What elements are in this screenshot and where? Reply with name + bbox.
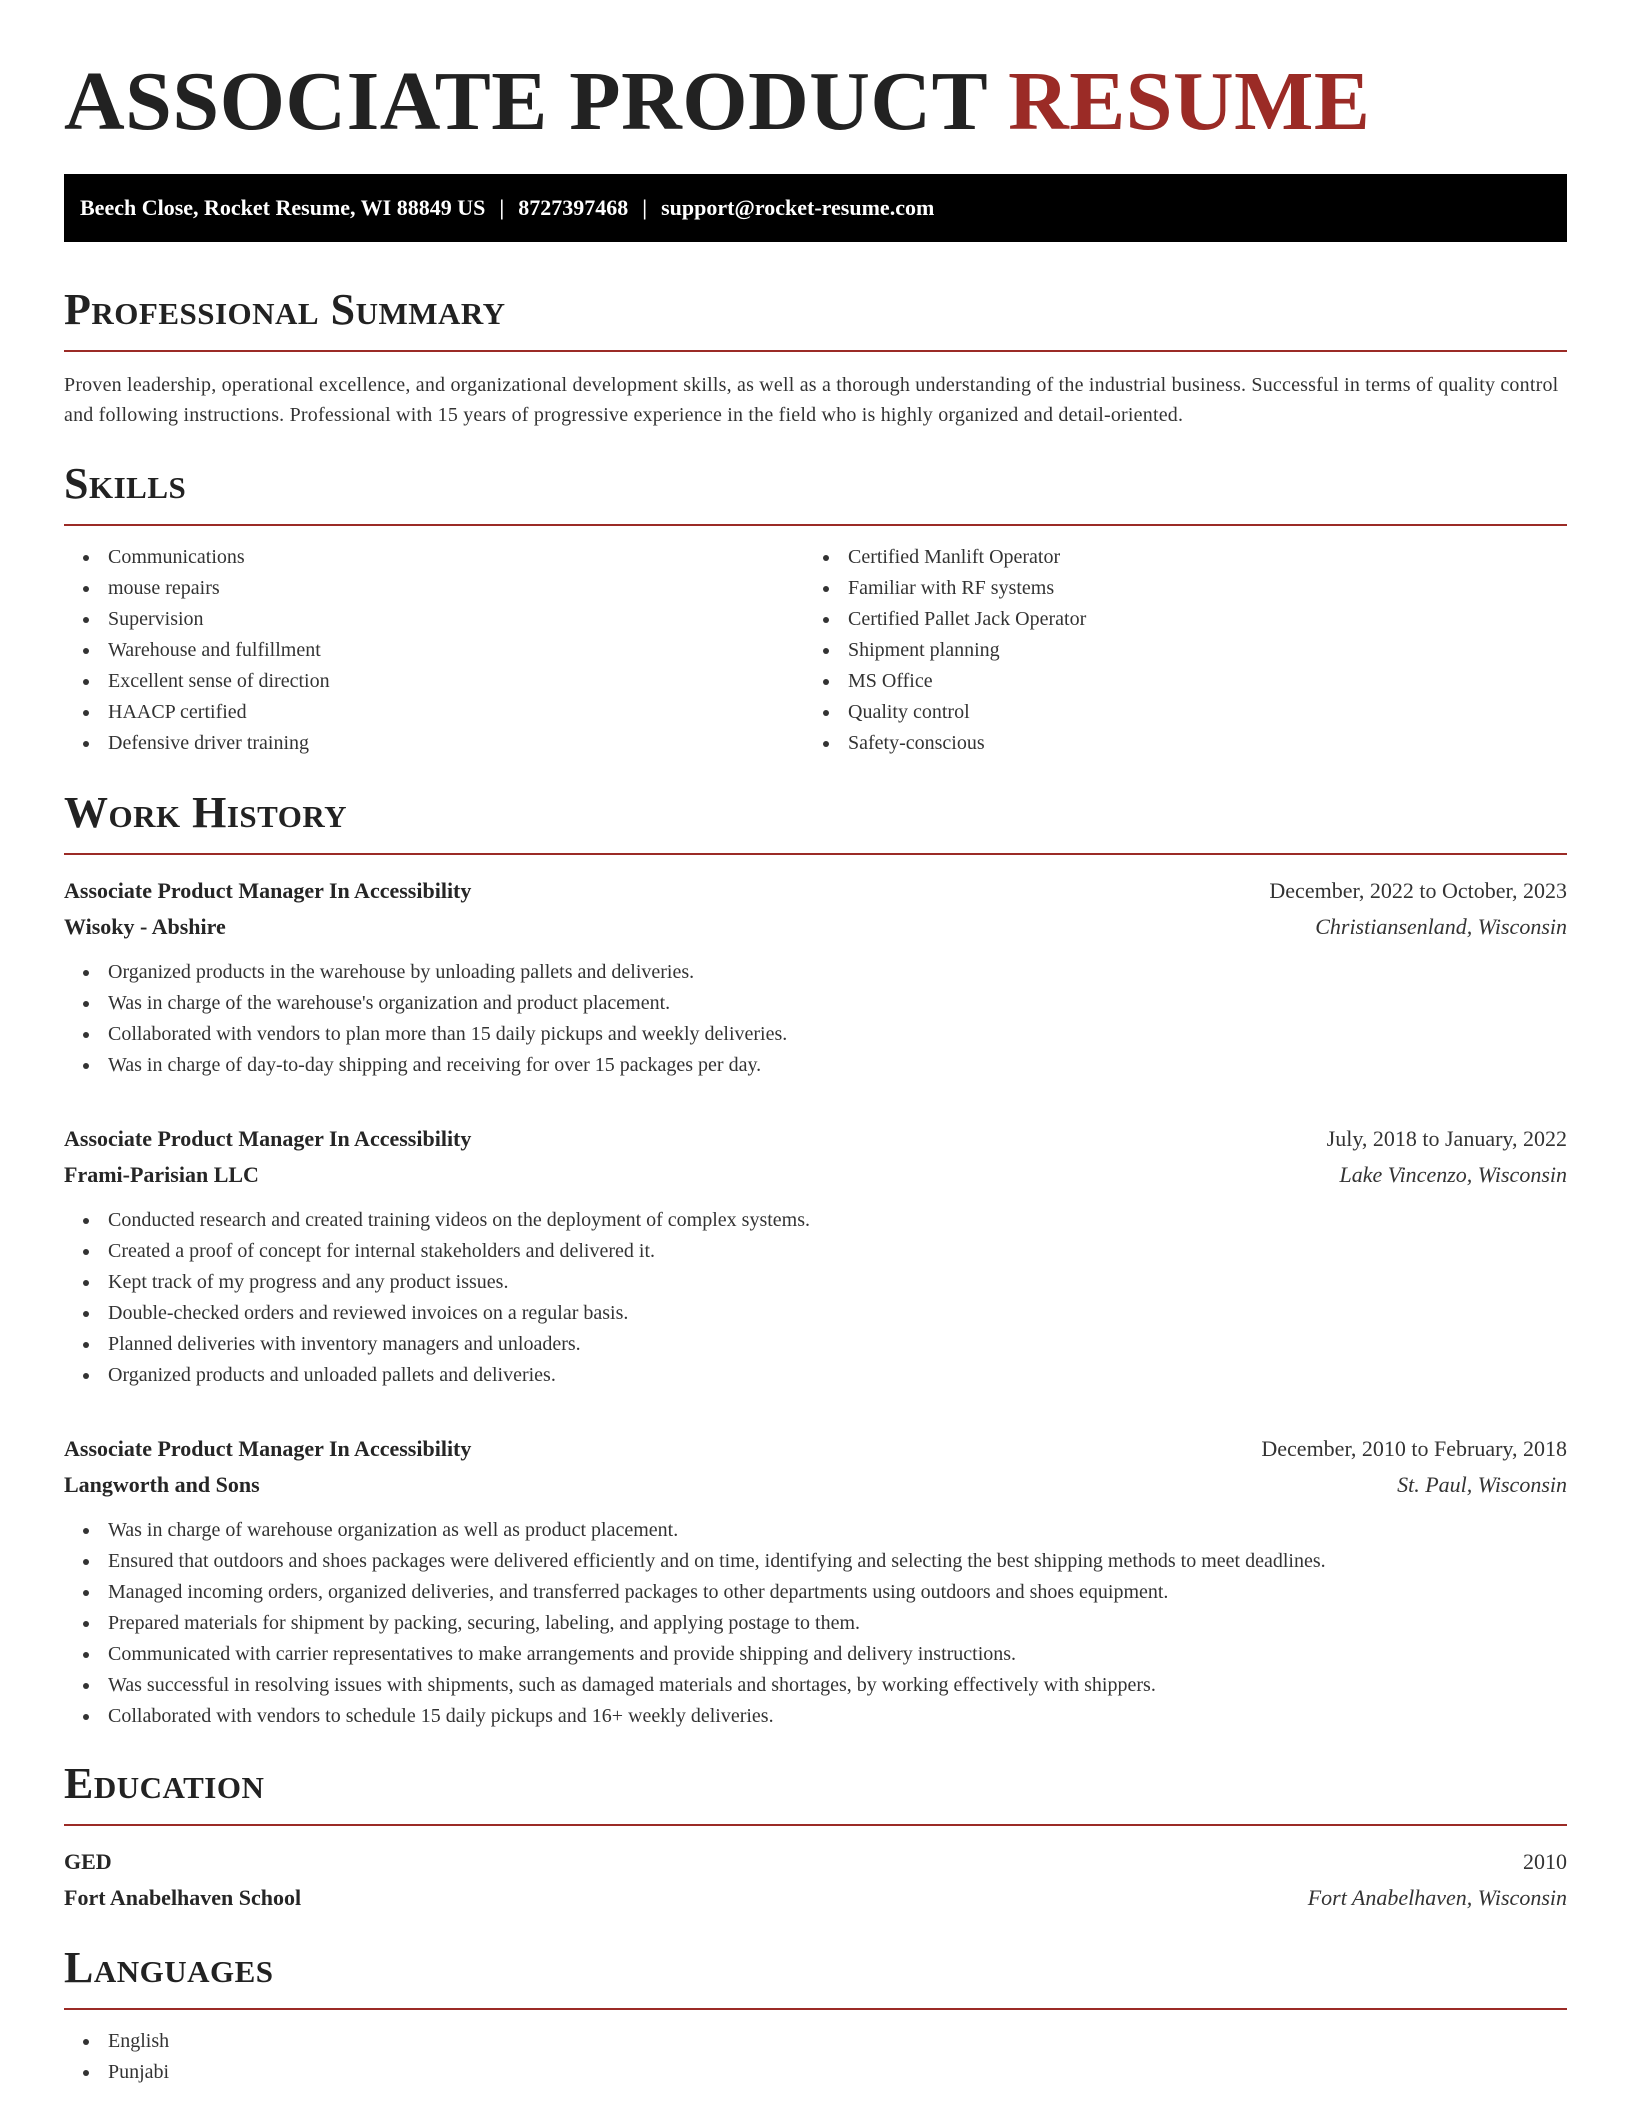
job-bullet: Was in charge of day-to-day shipping and receiving for over 15 packages per day. (64, 1050, 1567, 1081)
resume-page (64, 0, 1567, 2088)
job-bullet: Organized products in the warehouse by unloading pallets and deliveries. (64, 957, 1567, 988)
title-accent: RESUME (1008, 55, 1371, 148)
job-bullets (64, 1515, 1567, 1732)
job-location: Christiansenland, Wisconsin (1315, 914, 1567, 939)
summary-text: Proven leadership, operational excellence, and organizational development skills, as well as a thorough understanding of the industrial business. Successful in terms of quality control and following instructions. Professional with 15 years of progressive experience in the field who is highly organized and detail-oriented. (64, 374, 1559, 426)
languages-list (64, 2026, 1567, 2088)
job-company: Frami-Parisian LLC (64, 1162, 259, 1187)
section-heading: Professional Summary (64, 285, 506, 334)
skills-section (64, 460, 1567, 759)
section-heading: Skills (64, 459, 187, 508)
contact-separator: | (642, 195, 648, 220)
skill-item: Safety-conscious (804, 728, 1544, 759)
job-company: Langworth and Sons (64, 1472, 260, 1497)
education-entry (64, 1844, 1567, 1916)
job-entry (64, 1431, 1567, 1732)
job-bullet: Conducted research and created training videos on the deployment of complex systems. (64, 1205, 1567, 1236)
job-bullet: Collaborated with vendors to plan more than 15 daily pickups and weekly deliveries. (64, 1019, 1567, 1050)
skill-item: Certified Manlift Operator (804, 542, 1544, 573)
section-heading: Education (64, 1759, 265, 1808)
education-year: 2010 (1523, 1849, 1567, 1874)
skill-item: Excellent sense of direction (64, 666, 804, 697)
skill-item: Familiar with RF systems (804, 573, 1544, 604)
job-company: Wisoky - Abshire (64, 914, 226, 939)
education-degree-row (64, 1844, 1567, 1880)
skill-item: HAACP certified (64, 697, 804, 728)
skill-item: Shipment planning (804, 635, 1544, 666)
job-bullet: Organized products and unloaded pallets and deliveries. (64, 1360, 1567, 1391)
section-divider (64, 853, 1567, 855)
job-location: St. Paul, Wisconsin (1397, 1472, 1567, 1497)
job-location: Lake Vincenzo, Wisconsin (1339, 1162, 1567, 1187)
job-bullet: Collaborated with vendors to schedule 15 daily pickups and 16+ weekly deliveries. (64, 1701, 1567, 1732)
skill-item: Communications (64, 542, 804, 573)
job-title: Associate Product Manager In Accessibility (64, 1126, 472, 1151)
contact-address: Beech Close, Rocket Resume, WI 88849 US (80, 195, 486, 220)
job-title: Associate Product Manager In Accessibility (64, 1436, 472, 1461)
job-dates: December, 2022 to October, 2023 (1269, 878, 1567, 903)
language-item: Punjabi (64, 2057, 1567, 2088)
contact-email: support@rocket-resume.com (661, 195, 935, 220)
contact-separator: | (499, 195, 505, 220)
education-section (64, 1760, 1567, 1916)
job-bullets (64, 957, 1567, 1081)
job-company-row (64, 909, 1567, 945)
job-company-row (64, 1157, 1567, 1193)
section-divider (64, 1824, 1567, 1826)
job-header-row (64, 873, 1567, 909)
job-bullet: Was in charge of the warehouse's organization and product placement. (64, 988, 1567, 1019)
language-item: English (64, 2026, 1567, 2057)
education-location: Fort Anabelhaven, Wisconsin (1307, 1885, 1567, 1910)
job-title: Associate Product Manager In Accessibility (64, 878, 472, 903)
contact-phone: 8727397468 (518, 195, 629, 220)
job-dates: December, 2010 to February, 2018 (1261, 1436, 1567, 1461)
job-bullet: Was in charge of warehouse organization as well as product placement. (64, 1515, 1567, 1546)
skills-grid (64, 542, 1567, 759)
job-dates: July, 2018 to January, 2022 (1326, 1126, 1567, 1151)
skill-item: Quality control (804, 697, 1544, 728)
skill-item: Defensive driver training (64, 728, 804, 759)
job-bullet: Double-checked orders and reviewed invoices on a regular basis. (64, 1298, 1567, 1329)
education-school: Fort Anabelhaven School (64, 1885, 302, 1910)
job-bullets (64, 1205, 1567, 1391)
section-divider (64, 524, 1567, 526)
job-bullet: Kept track of my progress and any product issues. (64, 1267, 1567, 1298)
skill-item: mouse repairs (64, 573, 804, 604)
job-bullet: Managed incoming orders, organized deliveries, and transferred packages to other departments using outdoors and shoes equipment. (64, 1577, 1567, 1608)
education-degree: GED (64, 1849, 112, 1874)
job-bullet: Planned deliveries with inventory managers and unloaders. (64, 1329, 1567, 1360)
skill-item: Warehouse and fulfillment (64, 635, 804, 666)
work-history-section (64, 789, 1567, 1732)
job-bullet: Was successful in resolving issues with shipments, such as damaged materials and shortages, by working effectively with shippers. (64, 1670, 1567, 1701)
job-bullet: Communicated with carrier representatives to make arrangements and provide shipping and delivery instructions. (64, 1639, 1567, 1670)
section-heading: Work History (64, 788, 348, 837)
section-divider (64, 2008, 1567, 2010)
skill-item: MS Office (804, 666, 1544, 697)
professional-summary-section (64, 286, 1567, 430)
contact-bar (64, 174, 1567, 242)
title-main: ASSOCIATE PRODUCT (64, 55, 1009, 148)
job-entry (64, 873, 1567, 1081)
resume-title (64, 52, 1567, 152)
education-school-row (64, 1880, 1567, 1916)
job-bullet: Ensured that outdoors and shoes packages were delivered efficiently and on time, identifying and selecting the best shipping methods to meet deadlines. (64, 1546, 1567, 1577)
job-header-row (64, 1431, 1567, 1467)
job-entry (64, 1121, 1567, 1391)
job-bullet: Created a proof of concept for internal stakeholders and delivered it. (64, 1236, 1567, 1267)
skills-left-list (64, 542, 804, 759)
job-company-row (64, 1467, 1567, 1503)
languages-section (64, 1944, 1567, 2088)
skill-item: Certified Pallet Jack Operator (804, 604, 1544, 635)
section-divider (64, 350, 1567, 352)
skill-item: Supervision (64, 604, 804, 635)
job-header-row (64, 1121, 1567, 1157)
skills-right-list (804, 542, 1544, 759)
section-heading: Languages (64, 1943, 274, 1992)
job-bullet: Prepared materials for shipment by packing, securing, labeling, and applying postage to them. (64, 1608, 1567, 1639)
